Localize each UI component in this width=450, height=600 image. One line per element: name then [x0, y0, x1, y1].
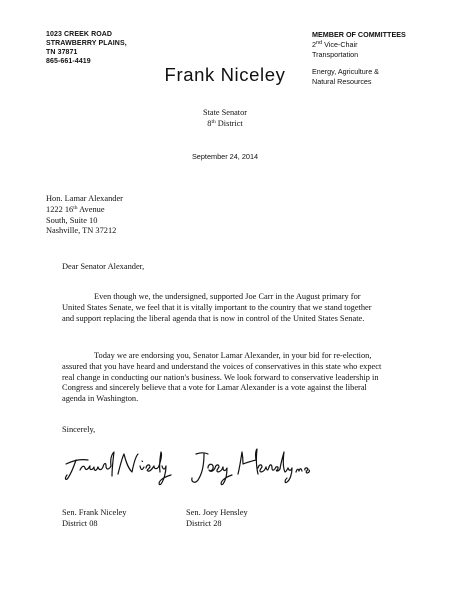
signer-name: Sen. Joey Hensley [186, 508, 248, 517]
signer-block-joey [186, 508, 248, 530]
committee-vice-chair [312, 40, 406, 50]
street-name: Avenue [77, 204, 105, 214]
signer-block-frank [62, 508, 126, 530]
signature-joey-hensley [186, 444, 318, 488]
closing: Sincerely, [62, 425, 96, 434]
address-line: STRAWBERRY PLAINS, [46, 40, 127, 47]
committee-energy-line1: Energy, Agriculture & [312, 67, 379, 76]
committee-transportation: Transportation [312, 50, 359, 59]
body-paragraph: Even though we, the undersigned, supported Joe Carr in the August primary for United States Senate, we feel that it is vitally important to the country that we stand together and support replacing the liberal agenda that is now in control of the United States Senate. [62, 292, 372, 323]
recipient-suite: South, Suite 10 [46, 215, 98, 225]
address-line: TN 37871 [46, 49, 78, 56]
address-line: 1023 CREEK ROAD [46, 31, 113, 38]
vice-chair-ordinal-suffix: nd [316, 40, 323, 46]
office-district [0, 119, 450, 130]
signer-district: District 08 [62, 518, 98, 528]
recipient-street [46, 205, 123, 216]
signature-frank-niceley [62, 448, 174, 488]
letter-date: September 24, 2014 [191, 152, 259, 161]
district-ordinal-suffix: th [211, 118, 216, 125]
committee-energy-line2: Natural Resources [312, 77, 372, 86]
body-paragraph: Today we are endorsing you, Senator Lamar Alexander, in your bid for re-election, assured that you have heard and understand the voices of conservatives in this state who expect real change in conducting our nation's business. We look forward to conservative leadership in Congress and sincerely believe that a vote for Lamar Alexander is a vote against the liberal agenda in Washington. [62, 351, 382, 404]
district-label: District [215, 118, 243, 128]
senator-name-heading: Frank Niceley [164, 64, 286, 85]
salutation: Dear Senator Alexander, [62, 262, 145, 271]
sender-address [46, 30, 127, 66]
vice-chair-ordinal: 2 [312, 40, 316, 49]
office-title: State Senator [202, 108, 247, 117]
committees-heading: MEMBER OF COMMITTEES [312, 30, 406, 39]
signer-district: District 28 [186, 518, 222, 528]
signer-name: Sen. Frank Niceley [62, 508, 127, 517]
vice-chair-label: Vice-Chair [322, 40, 358, 49]
office-block [0, 108, 450, 129]
recipient-address [46, 194, 123, 237]
recipient-city: Nashville, TN 37212 [46, 226, 117, 236]
street-number: 1222 16 [46, 204, 74, 214]
street-ordinal-suffix: th [73, 204, 78, 211]
district-ordinal: 8 [207, 118, 212, 128]
address-phone: 865-661-4419 [46, 58, 91, 65]
handwritten-signature-icon [62, 448, 174, 488]
recipient-name: Hon. Lamar Alexander [46, 194, 123, 203]
handwritten-signature-icon [186, 444, 318, 488]
